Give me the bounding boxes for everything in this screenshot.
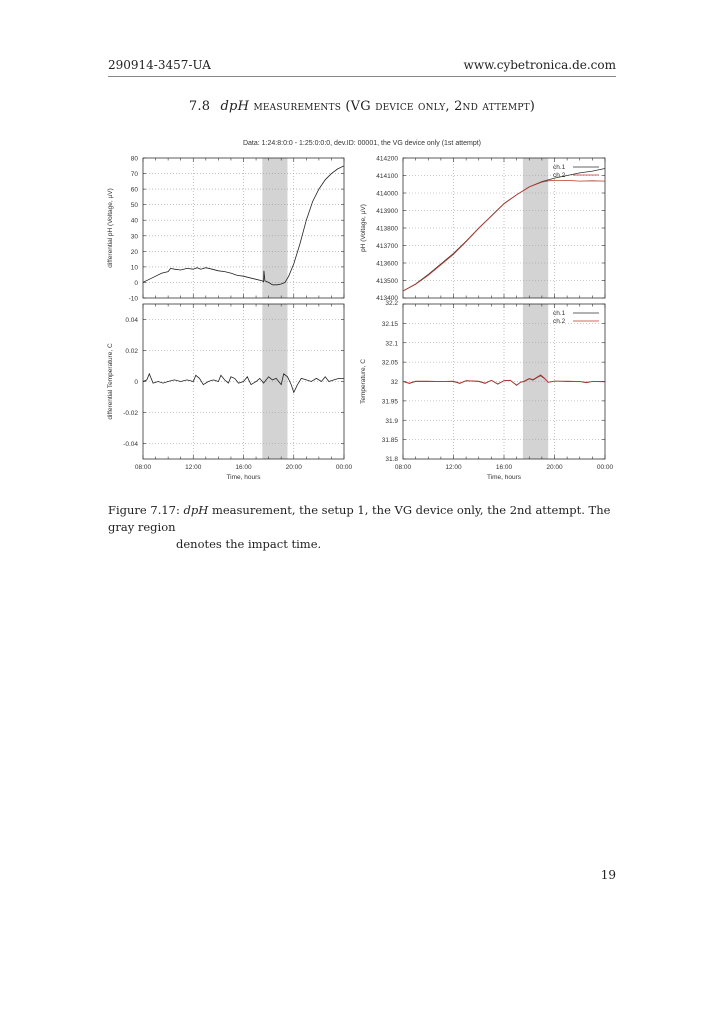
y-tick-label: 30 [130,233,138,241]
y-tick-label: 414200 [376,155,398,163]
document-id: 290914-3457-UA [108,58,211,72]
x-tick-label: 00:00 [596,464,614,471]
y-tick-label: 20 [130,248,138,256]
figure-plots [100,130,624,490]
chart-diff-ph [107,156,344,303]
x-tick-label: 20:00 [546,464,563,471]
y-tick-label: 414000 [376,190,398,198]
figure-caption [108,502,618,553]
section-heading [0,99,724,114]
y-tick-label: 32 [390,379,398,386]
y-tick-label: 60 [130,186,138,194]
y-tick-label: 50 [130,202,138,210]
y-tick-label: 413800 [376,225,398,233]
x-tick-label: 16:00 [495,464,513,471]
x-axis-label: Time, hours [226,474,261,481]
y-tick-label: 32.2 [385,300,398,307]
y-tick-label: 80 [130,155,138,163]
website-url: www.cybetronica.de.com [463,58,616,72]
y-tick-label: 32.15 [381,320,398,328]
x-tick-label: 08:00 [134,464,152,471]
y-tick-label: 31.8 [385,456,398,463]
x-tick-label: 16:00 [235,464,252,471]
y-axis-label: Temperature, C [360,359,367,404]
impact-band [262,158,287,298]
y-tick-label: 413600 [376,260,398,268]
y-tick-label: -0.02 [123,410,138,417]
y-tick-label: 0 [134,379,138,386]
y-tick-label: 32.05 [381,359,398,367]
y-tick-label: 31.9 [385,417,398,425]
series-line-ch2 [403,180,605,291]
y-axis-label: pH (Voltage, µV) [360,204,367,252]
y-tick-label: -10 [128,295,138,303]
y-tick-label: 414100 [376,173,398,180]
page-number: 19 [600,868,616,882]
y-tick-label: 40 [130,217,138,225]
y-axis-label: differential Temperature, C [107,343,114,420]
legend-label: ch.2 [553,318,566,325]
y-tick-label: 413400 [376,295,398,302]
figure [100,130,624,490]
chart-ph [360,156,605,303]
y-tick-label: 413900 [376,208,398,215]
y-tick-label: 10 [130,264,138,272]
y-tick-label: 32.1 [385,340,398,348]
x-axis-label: Time, hours [486,474,522,481]
y-tick-label: 70 [130,171,138,179]
legend-label: ch.1 [553,164,566,171]
y-tick-label: 0.04 [125,317,138,324]
legend-label: ch.2 [553,172,566,179]
x-tick-label: 08:00 [394,464,412,471]
caption-italic-term: dpH [183,503,209,517]
caption-text-line1: measurement, the setup 1, the VG device only, the 2nd attempt. The gray region [108,503,611,534]
chart-temp [360,300,614,481]
x-tick-label: 12:00 [445,464,462,471]
section-italic-term: dpH [220,99,250,114]
header-rule [108,76,616,77]
y-tick-label: -0.04 [123,441,138,448]
section-number: 7.8 [188,99,211,114]
x-tick-label: 12:00 [185,464,202,471]
y-tick-label: 31.85 [381,437,398,445]
chart-diff-temp [107,304,353,481]
y-tick-label: 31.95 [381,398,398,406]
y-tick-label: 413500 [376,278,398,285]
caption-text-line2: denotes the impact time. [176,537,322,551]
section-title: measurements (VG device only, 2nd attempt) [253,99,536,114]
y-tick-label: 0 [134,279,138,287]
y-axis-label: differential pH (Voltage, µV) [107,188,114,268]
y-tick-label: 0.02 [125,348,138,355]
x-tick-label: 00:00 [335,464,353,471]
x-tick-label: 20:00 [285,464,302,471]
y-tick-label: 413700 [376,243,398,250]
caption-label: Figure 7.17: [108,503,180,517]
figure-suptitle: Data: 1:24:8:0:0 - 1:25:0:0:0, dev.ID: 00001, the VG device only (1st attempt) [242,140,482,147]
legend-label: ch.1 [553,310,566,317]
